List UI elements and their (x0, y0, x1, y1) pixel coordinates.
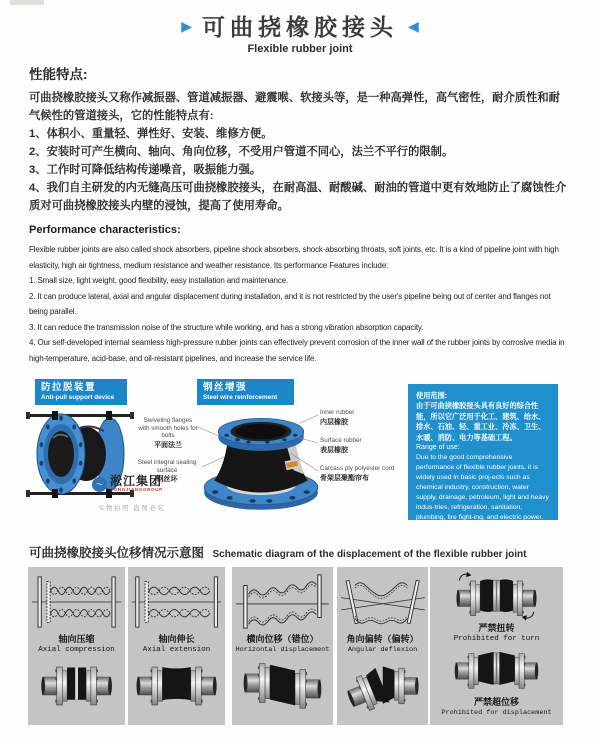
cutaway-joint-photo (196, 407, 326, 513)
features-cn-heading: 性能特点: (29, 67, 88, 82)
range-heading-cn: 使用范围: (416, 391, 448, 400)
page-subtitle: Flexible rubber joint (247, 43, 353, 55)
panel-label-cn: 轴向压缩 (58, 635, 95, 645)
annotation-carcass-ply (320, 465, 408, 483)
range-body-cn: 由于可曲挠橡胶接头具有良好的综合性能，所以它广泛用于化工、建筑、给水、排水、石油、轻、重工业、冷冻、卫生、水暖、消防、电力等基础工程。 (416, 401, 546, 442)
prohibited-turn-photo (434, 571, 559, 623)
range-of-use-box (408, 384, 558, 520)
features-section (0, 63, 600, 366)
steel-wire-label (197, 379, 294, 405)
page-title: 可曲挠橡胶接头 (202, 14, 398, 40)
features-cn-item-1: 1、体积小、重量轻、弹性好、安装、维修方便。 (29, 128, 273, 140)
diagram-panels (0, 567, 600, 727)
annotation-en: Inner rubber (320, 409, 355, 416)
annotation-en: Surface rubber (320, 437, 362, 444)
diagram-title (0, 543, 600, 562)
annotation-surface-rubber (320, 437, 408, 455)
company-logo (92, 475, 163, 493)
horizontal-displacement-photo (235, 657, 330, 715)
features-cn-intro: 可曲挠橡胶接头又称作减振器、管道减振器、避震喉、软接头等，是一种高弹性，高气密性，耐介质性和耐气候性的管道接头，它的性能特点有: (29, 92, 560, 122)
panel-label-cn: 严禁超位移 (473, 698, 519, 708)
anti-pull-label (35, 379, 127, 405)
panel-axial-extension (128, 567, 225, 725)
panel-label-en: Angular deflexion (347, 646, 418, 654)
steel-wire-label-cn: 钢丝增强 (203, 382, 248, 393)
logo-name-en: SONGJIANGGROUP (110, 487, 163, 492)
axial-extension-photo (131, 657, 222, 715)
panel-label-cn: 角向偏转（偏转） (346, 635, 419, 645)
annotation-en: Swiveling flanges with smooth holes for bolts (138, 417, 198, 439)
annotation-en: Carcass ply polyester cord (320, 465, 395, 472)
angular-deflexion-diagram (341, 570, 425, 634)
panel-label-en: Axial compression (38, 646, 115, 654)
anti-pull-label-en: Anti-pull support device (41, 394, 115, 401)
left-triangle-icon: ◀ (408, 17, 419, 34)
panel-horizontal-displacement (232, 567, 333, 725)
features-cn-item-4: 4、我们自主研发的内无缝高压可曲挠橡胶接头，在耐高温、耐酸碱、耐油的管道中更有效地防止了腐蚀性介质对可曲挠橡胶接头内壁的浸蚀，提高了使用寿命。 (29, 182, 567, 212)
steel-wire-label-en: Steel wire reinforcement (203, 394, 278, 401)
range-heading-en: Range of use: (416, 444, 460, 451)
annotation-cn: 表层橡胶 (320, 446, 348, 454)
diagram-title-en: Schematic diagram of the displacement of the flexible rubber joint (212, 549, 527, 560)
features-cn-item-2: 2、安装时可产生横向、轴向、角向位移，不受用户管道不同心，法兰不平行的限制。 (29, 146, 454, 158)
panel-axial-compression (28, 567, 125, 725)
page-header (0, 0, 600, 55)
features-en-intro: Flexible rubber joints are also called shock absorbers, pipeline shock absorbers, shock-absorbing throats, soft joints, etc. It is a kind of pipeline joint with high elasticity, high air tightness, medium resistance and weather resistance. Its performance Features include: (29, 245, 559, 270)
angular-deflexion-photo (340, 657, 426, 715)
panel-angular-deflexion (337, 567, 428, 725)
axial-compression-diagram (32, 570, 121, 634)
right-triangle-icon: ▶ (181, 17, 192, 34)
axial-extension-diagram (132, 570, 221, 634)
panel-label-en: Axial extension (142, 646, 211, 654)
features-en-item-3: 3. It can reduce the transmission noise of the structure while working, and has a strong vibration absorption capacity. (29, 322, 424, 332)
annotation-cn: 内层橡胶 (320, 418, 348, 426)
panel-label-cn: 严禁扭转 (478, 624, 515, 634)
displacement-diagram-section (0, 543, 600, 727)
annotation-swiveling-flanges (138, 417, 198, 450)
panel-label-en: Prohibited for displacement (441, 709, 552, 717)
panel-label-cn: 横向位移（错位） (246, 635, 319, 645)
panel-label-en: Prohibited for turn (453, 635, 540, 643)
annotation-inner-rubber (320, 409, 408, 427)
panel-label-en: Horizontal displacement (235, 646, 330, 654)
features-en-item-2: 2. It can produce lateral, axial and angular displacement during installation, and it is not restricted by the user's pipeline being out of center and flanges not being parallel. (29, 291, 551, 316)
scan-artifact (10, 0, 44, 5)
logo-name-cn: 淞江集团 (110, 474, 163, 488)
panel-label-cn: 轴向伸长 (158, 635, 195, 645)
panel-prohibited (430, 567, 563, 725)
prohibited-displacement-photo (434, 645, 559, 697)
features-cn-item-3: 3、工作时可降低结构传递噪音，吸振能力强。 (29, 164, 262, 176)
photo-watermark: 实物拍照 盗图必究 (98, 505, 166, 512)
annotation-cn: 平面法兰 (154, 441, 182, 449)
annotation-cn: 钢丝环 (156, 476, 178, 483)
features-en-heading: Performance characteristics: (29, 224, 181, 236)
songjiang-logo-icon: 〜 (92, 477, 107, 492)
diagram-title-cn: 可曲挠橡胶接头位移情况示意图 (29, 546, 205, 560)
annotation-en: Steel integral sealing surface (137, 459, 197, 474)
features-en-item-4: 4. Our self-developed internal seamless high-pressure rubber joints can effectively prevent corrosion of the inner wall of the rubber joints by corrosive media in high-temperature, acid-base, and oil-resistant pipelines, and increase the service life. (29, 338, 565, 363)
horizontal-displacement-diagram (236, 570, 329, 634)
product-images-section (0, 379, 600, 537)
features-en-item-1: 1. Small size, light weight, good flexibility, easy installation and maintenance. (29, 276, 288, 285)
annotation-cn: 骨架层聚酯帘布 (320, 474, 369, 482)
anti-pull-label-cn: 防拉脱装置 (41, 382, 97, 393)
axial-compression-photo (31, 657, 122, 715)
range-body-en: Due to the good comprehensive performance of flexible rubber joints, it is widely used in basic proj-ects such as chemical industry, construction, water supply, drainage, petroleum, light and heavy indus-tries, refrigeration, sanitation, plumbing, fire fight-ing, and electric power. (416, 454, 549, 521)
